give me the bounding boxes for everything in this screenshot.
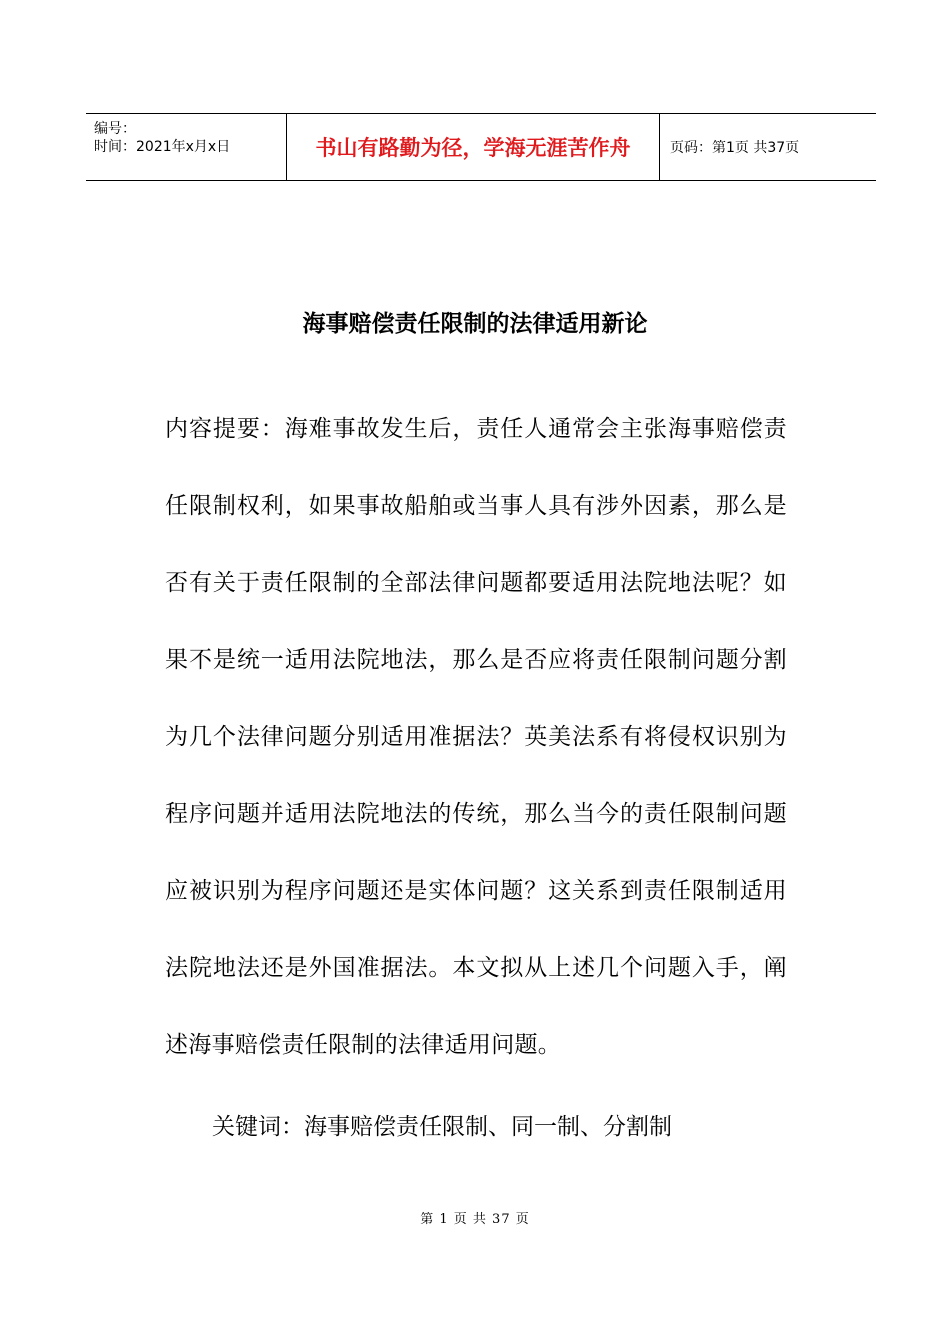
header-page-cell bbox=[660, 114, 876, 180]
time-label: 时间：2021年x月x日 bbox=[94, 139, 231, 155]
header-meta-cell bbox=[86, 114, 286, 180]
document-title: 海事赔偿责任限制的法律适用新论 bbox=[302, 311, 648, 337]
page-info-text: 页码：第1页 共37页 bbox=[670, 140, 800, 156]
abstract-paragraph: 内容提要：海难事故发生后，责任人通常会主张海事赔偿责任限制权利，如果事故船舶或当事人具有涉外因素，那么是否有关于责任限制的全部法律问题都要适用法院地法呢？如果不是统一适用法院地法，那么是否应将责任限制问题分割为几个法律问题分别适用准据法？英美法系有将侵权识别为程序问题并适用法院地法的传统，那么当今的责任限制问题应被识别为程序问题还是实体问题？这关系到责任限制适用法院地法还是外国准据法。本文拟从上述几个问题入手，阐述海事赔偿责任限制的法律适用问题。 bbox=[165, 416, 787, 1058]
serial-number-label: 编号： bbox=[94, 121, 136, 137]
header-motto-cell bbox=[286, 114, 660, 180]
motto-text: 书山有路勤为径，学海无涯苦作舟 bbox=[315, 136, 631, 160]
keywords-line: 关键词：海事赔偿责任限制、同一制、分割制 bbox=[212, 1114, 672, 1140]
page-footer-number: 第 1 页 共 37 页 bbox=[420, 1212, 530, 1227]
header-table bbox=[86, 113, 876, 181]
